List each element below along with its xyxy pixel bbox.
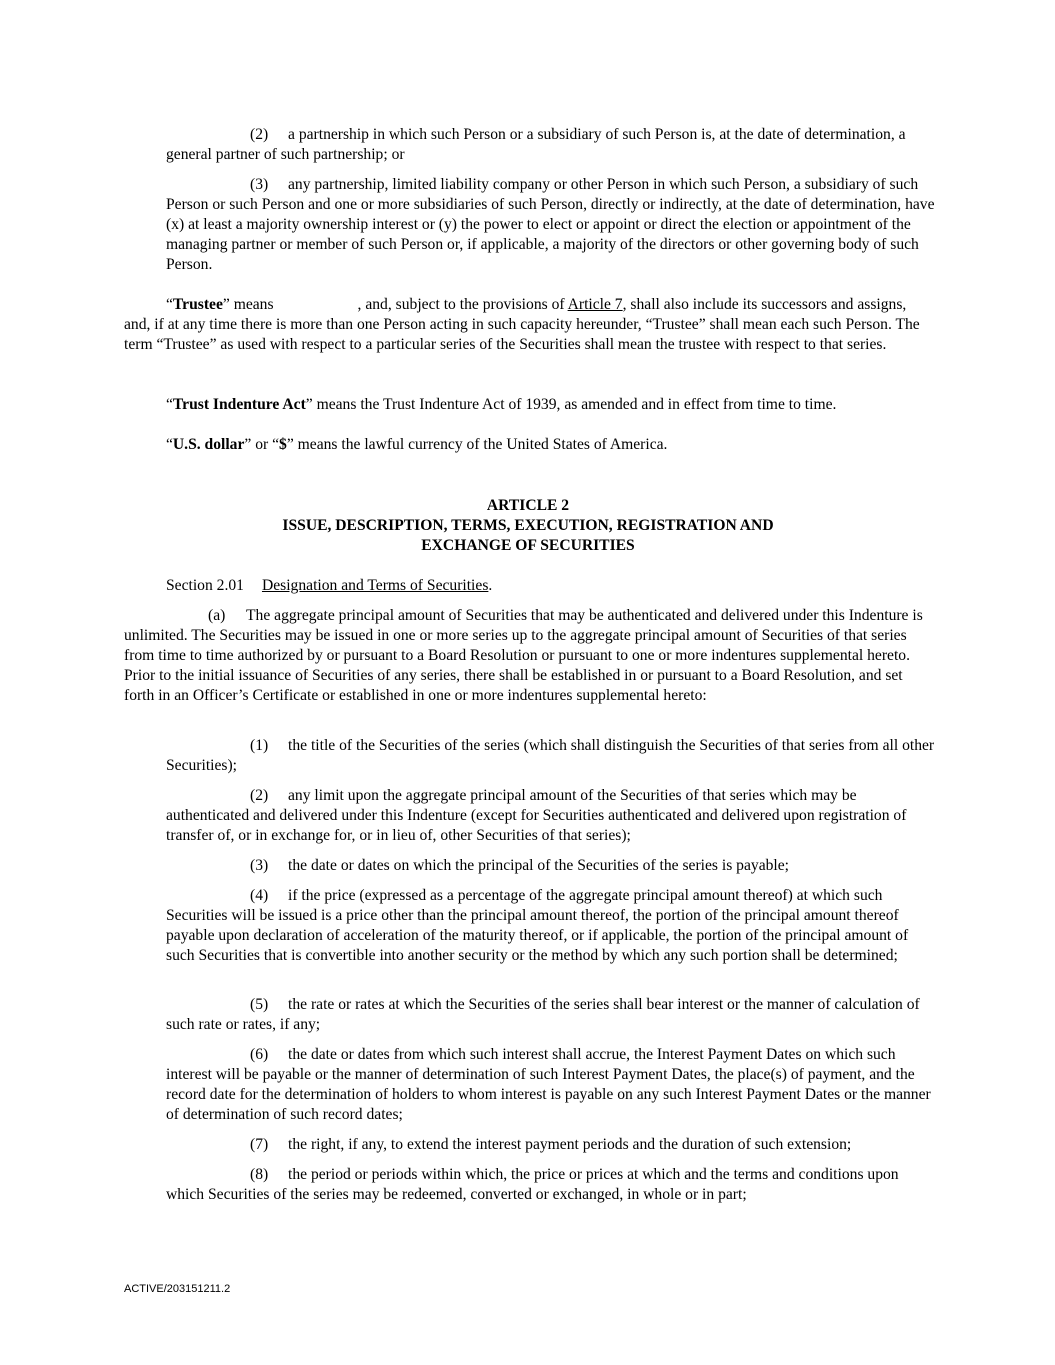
list-item-1 [166,736,936,776]
paragraph-a [124,606,936,706]
defined-term: $ [279,436,287,453]
list-item-8 [166,1165,936,1205]
item-number: (8) [250,1166,269,1183]
paragraph-text: The aggregate principal amount of Securities that may be authenticated and delivered under this Indenture is unlimited. The Securities may be issued in one or more series up to the aggregate principal amount of Securities of that series from time to time authorized by or pursuant to a Board Resolution or pursuant to one or more indentures supplemental hereto. Prior to the initial issuance of Securities of any series, there shall be established in or pursuant to a Board Resolution, and set forth in an Officer’s Certificate or established in one or more indentures supplemental hereto: [124,607,923,704]
definition-trust-indenture-act: “Trust Indenture Act” means the Trust Indenture Act of 1939, as amended and in effect from time to time. [166,396,837,413]
defined-term: U.S. dollar [172,436,245,453]
item-number: (3) [250,857,269,874]
item-number: (4) [250,887,269,904]
article-reference-link[interactable]: Article 7 [567,296,623,313]
defined-term: Trustee [172,296,223,313]
item-text: if the price (expressed as a percentage of the aggregate principal amount thereof) at which such Securities will be issued is a price other than the principal amount thereof, the portion of the principal amount thereof payable upon declaration of acceleration of the maturity thereof, or if applicable, the portion of the principal amount of such Securities that is convertible into another security or the method by which any such portion shall be determined; [166,887,909,964]
definition-us-dollar: “U.S. dollar” or “$” means the lawful currency of the United States of America. [166,436,668,453]
item-text: the rate or rates at which the Securities of the series shall bear interest or the manner of calculation of such rate or rates, if any; [166,996,920,1033]
list-item-7 [166,1135,936,1155]
clause-number: (3) [250,176,269,193]
article-heading: ARTICLE 2 [486,497,570,514]
section-number: Section 2.01 [166,577,244,594]
item-number: (7) [250,1136,269,1153]
article-title-line1: ISSUE, DESCRIPTION, TERMS, EXECUTION, REGISTRATION AND [282,517,774,534]
item-text: the period or periods within which, the price or prices at which and the terms and conditions upon which Securities of the series may be redeemed, converted or exchanged, in whole or in part; [166,1166,899,1203]
article-title-line2: EXCHANGE OF SECURITIES [421,537,635,554]
item-number: (5) [250,996,269,1013]
list-item-4 [166,886,936,966]
item-number: (1) [250,737,269,754]
list-item-2 [166,786,936,846]
defined-term: Trust Indenture Act [172,396,306,413]
item-text: the date or dates from which such interest shall accrue, the Interest Payment Dates on which such interest will be payable or the manner of determination of such Interest Payment Dates, the place(s) of payment, and the record date for the determination of holders to whom interest is payable on any such Interest Payment Dates or the manner of determination of such record dates; [166,1046,931,1123]
list-item-6 [166,1045,936,1125]
clause-text: any partnership, limited liability company or other Person in which such Person, a subsidiary of such Person or such Person and one or more subsidiaries of such Person, directly or indirectly, at the date of determination, have (x) at least a majority ownership interest or (y) the power to elect or appoint or direct the election or appointment of the managing partner or member of such Person or, if applicable, a majority of the directors or other governing body of such Person. [166,176,935,273]
item-number: (6) [250,1046,269,1063]
list-item-5 [166,995,936,1035]
item-number: (2) [250,787,269,804]
document-id-footer: ACTIVE/203151211.2 [124,1283,231,1295]
paragraph-number: (a) [208,607,226,624]
section-heading: Section 2.01 Designation and Terms of Securities. [166,577,493,594]
section-title: Designation and Terms of Securities [261,577,489,594]
item-text: the right, if any, to extend the interest payment periods and the duration of such extension; [288,1136,852,1153]
clause-2 [166,125,936,165]
clause-text: a partnership in which such Person or a subsidiary of such Person is, at the date of determination, a general partner of such partnership; or [166,126,906,163]
list-item-3 [166,856,936,876]
item-text: the date or dates on which the principal of the Securities of the series is payable; [288,857,790,874]
clause-number: (2) [250,126,269,143]
item-text: any limit upon the aggregate principal amount of the Securities of that series which may be authenticated and delivered under this Indenture (except for Securities authenticated and delivered upon registration of transfer of, or in exchange for, or in lieu of, other Securities of that series); [166,787,907,844]
item-text: the title of the Securities of the series (which shall distinguish the Securities of that series from all other Securities); [166,737,935,774]
definition-trustee: “Trustee” means , and, subject to the provisions of Article 7, shall also include its successors and assigns, and, if at any time there is more than one Person acting in such capacity hereunder, “Trustee” shall mean each such Person. The term “Trustee” as used with respect to a particular series of the Securities shall mean the trustee with respect to that series. [124,296,920,353]
clause-3 [166,175,936,275]
